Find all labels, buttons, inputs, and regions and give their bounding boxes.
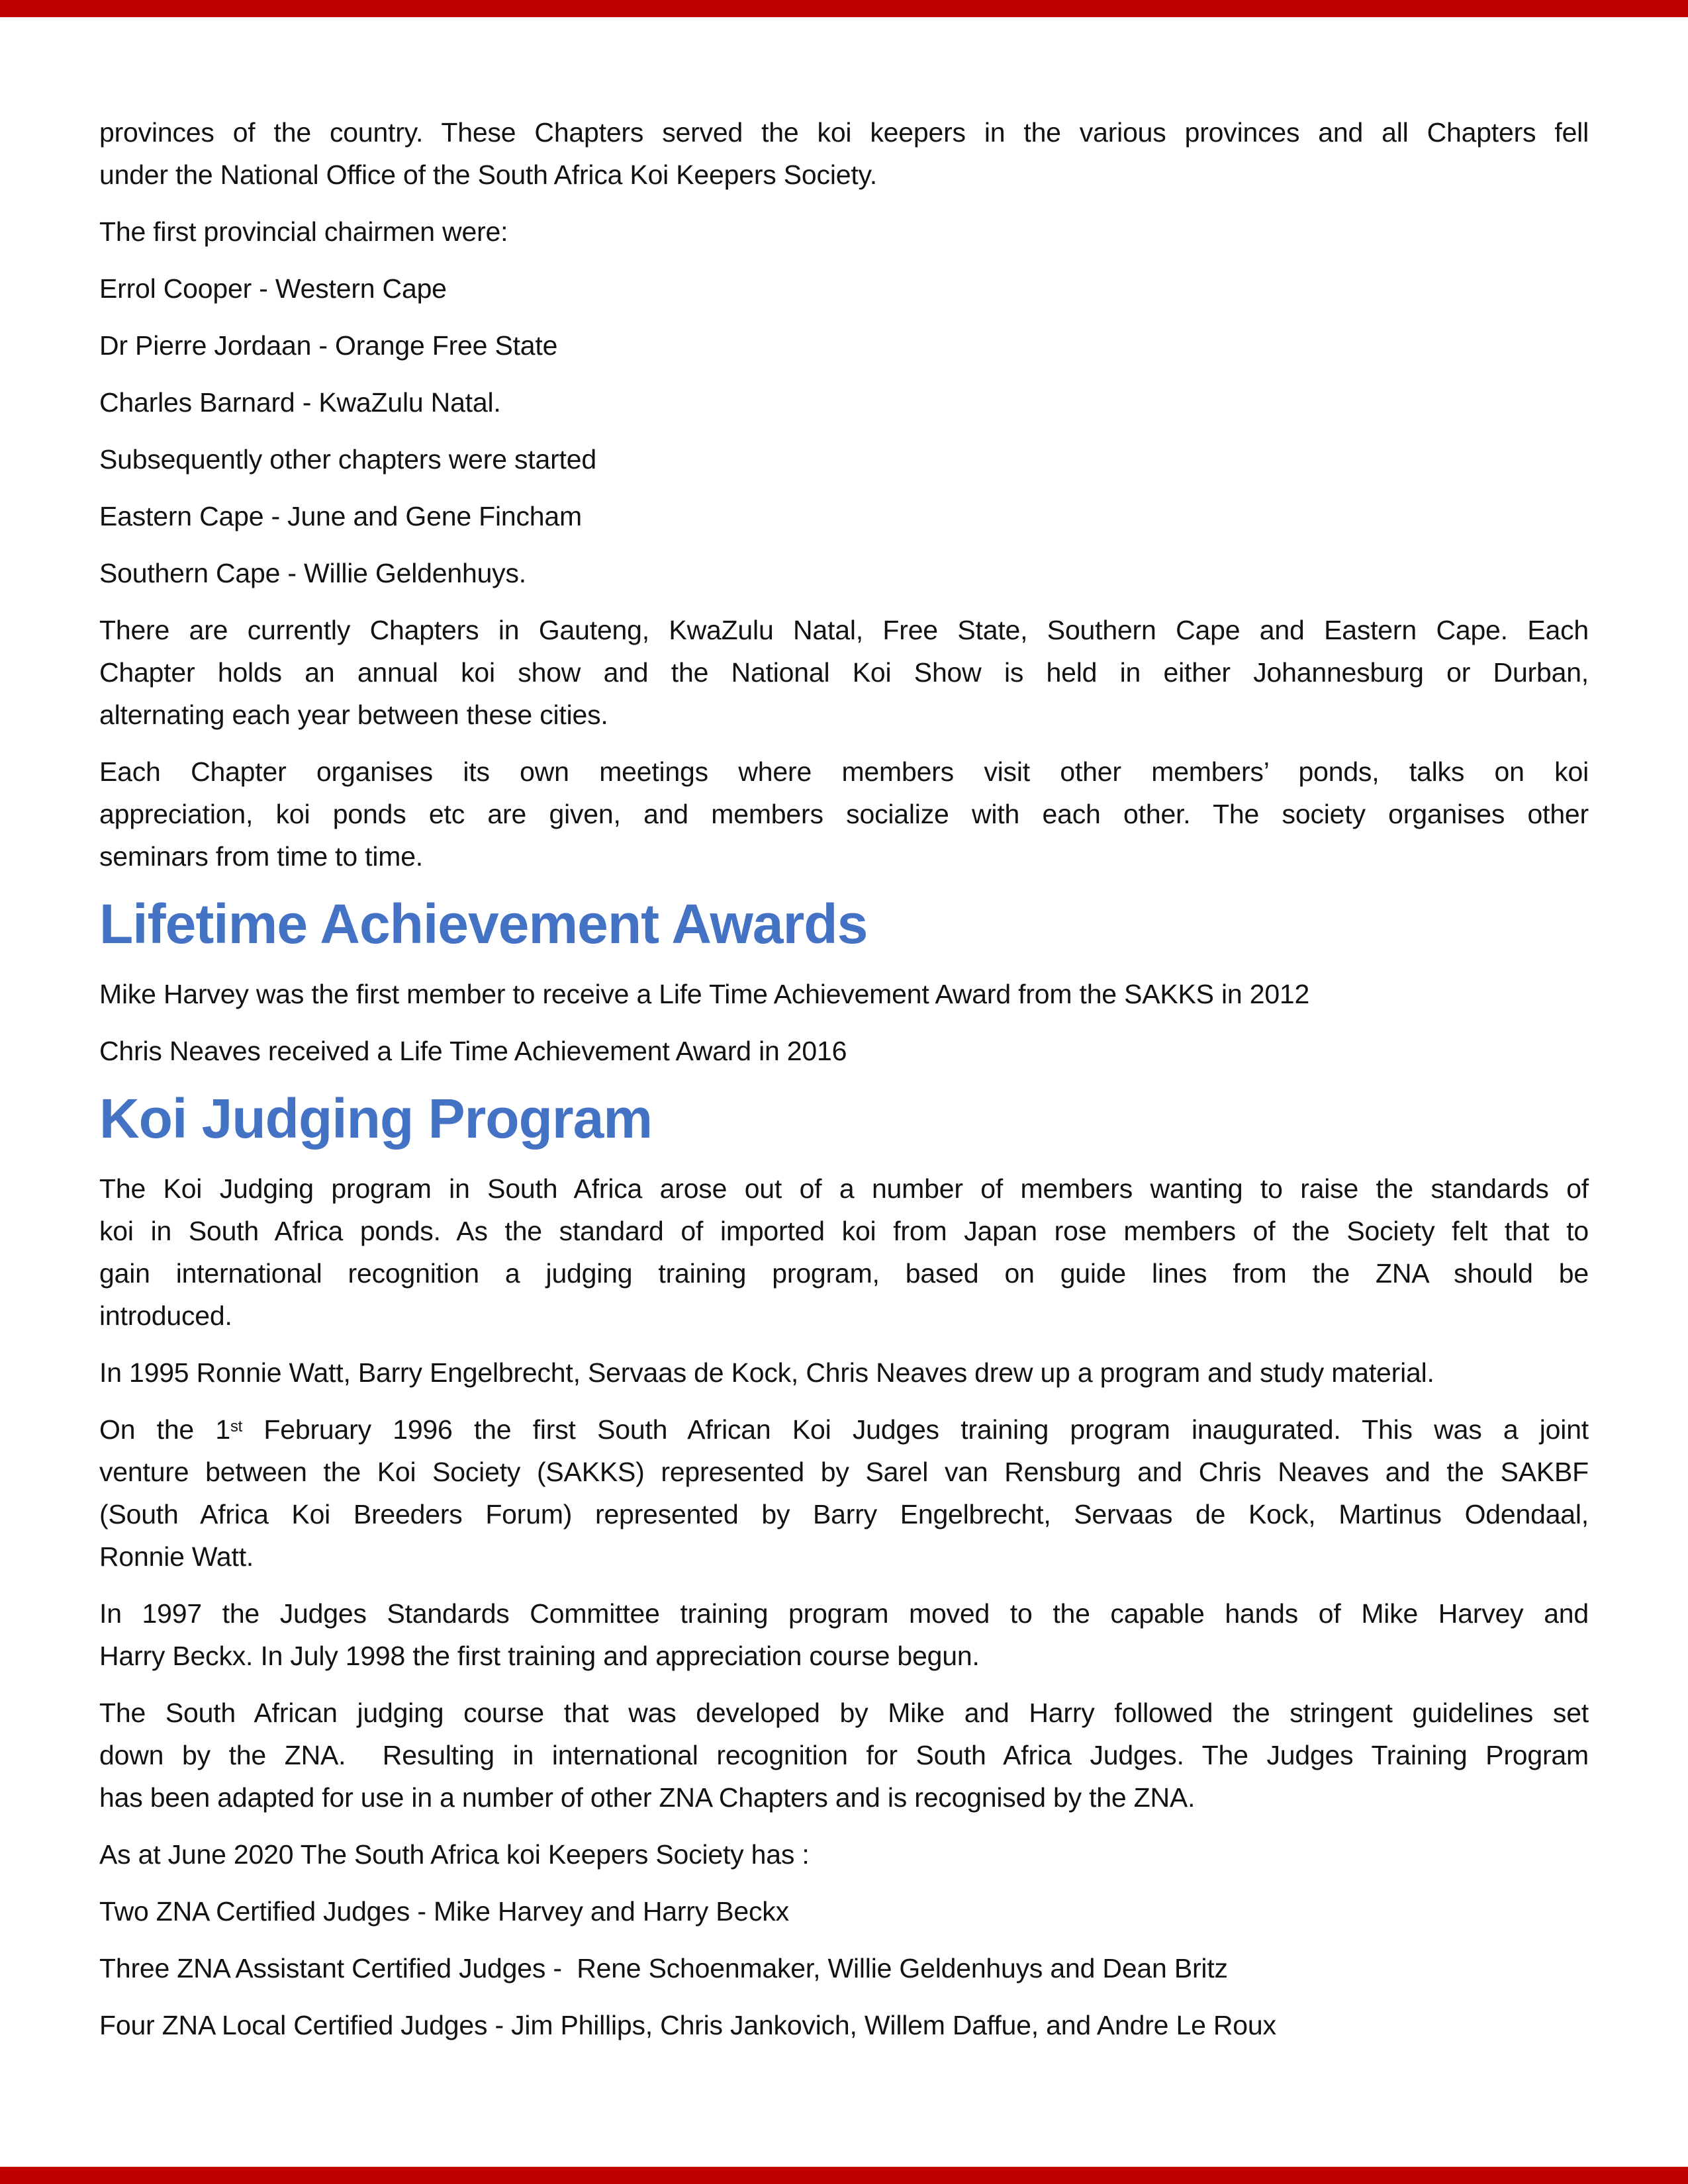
text-line: As at June 2020 The South Africa koi Keepers Society has : bbox=[99, 1839, 810, 1870]
text-line: The first provincial chairmen were: bbox=[99, 216, 508, 247]
paragraph bbox=[99, 609, 1589, 736]
text-line bbox=[99, 1408, 1589, 1451]
text-line: There are currently Chapters in Gauteng, KwaZulu Natal, Free State, Southern Cape and Eastern Cape. Each bbox=[99, 615, 1589, 645]
text-line: Southern Cape - Willie Geldenhuys. bbox=[99, 558, 526, 588]
text-line: The Koi Judging program in South Africa arose out of a number of members wanting to raise the standards of bbox=[99, 1173, 1589, 1204]
paragraph bbox=[99, 1947, 1589, 1989]
paragraph bbox=[99, 2004, 1589, 2046]
text-line: appreciation, koi ponds etc are given, and members socialize with each other. The society organises other bbox=[99, 799, 1589, 829]
paragraph bbox=[99, 1692, 1589, 1819]
paragraph bbox=[99, 751, 1589, 878]
paragraph bbox=[99, 1408, 1589, 1578]
paragraph bbox=[99, 1890, 1589, 1933]
paragraph bbox=[99, 324, 1589, 367]
text-line: Chris Neaves received a Life Time Achievement Award in 2016 bbox=[99, 1036, 847, 1066]
text-line: Each Chapter organises its own meetings where members visit other members’ ponds, talks on koi bbox=[99, 756, 1589, 787]
paragraph bbox=[99, 210, 1589, 253]
text-line: Eastern Cape - June and Gene Fincham bbox=[99, 501, 582, 531]
paragraph bbox=[99, 973, 1589, 1015]
text-line: seminars from time to time. bbox=[99, 841, 423, 872]
paragraph bbox=[99, 1592, 1589, 1677]
text-line: Two ZNA Certified Judges - Mike Harvey and Harry Beckx bbox=[99, 1896, 789, 1927]
text-line: Charles Barnard - KwaZulu Natal. bbox=[99, 387, 501, 418]
text-line: In 1997 the Judges Standards Committee training program moved to the capable hands of Mike Harvey and bbox=[99, 1598, 1589, 1629]
text-line: venture between the Koi Society (SAKKS) represented by Sarel van Rensburg and Chris Neaves and the SAKBF bbox=[99, 1457, 1589, 1487]
text-line: Harry Beckx. In July 1998 the first training and appreciation course begun. bbox=[99, 1641, 980, 1671]
page-bottom-red-bar bbox=[0, 2167, 1688, 2184]
paragraph bbox=[99, 552, 1589, 594]
paragraph bbox=[99, 1167, 1589, 1337]
paragraph bbox=[99, 1030, 1589, 1072]
ordinal-superscript: st bbox=[230, 1417, 243, 1435]
text-line: has been adapted for use in a number of other ZNA Chapters and is recognised by the ZNA. bbox=[99, 1782, 1196, 1813]
text-line: Mike Harvey was the first member to receive a Life Time Achievement Award from the SAKKS in 2012 bbox=[99, 979, 1310, 1009]
paragraph bbox=[99, 495, 1589, 537]
text-line: Subsequently other chapters were started bbox=[99, 444, 596, 475]
text-line: Ronnie Watt. bbox=[99, 1541, 254, 1572]
text-segment: February 1996 the first South African Koi Judges training program inaugurated. This was a joint bbox=[242, 1414, 1589, 1445]
text-line: Errol Cooper - Western Cape bbox=[99, 273, 447, 304]
paragraph bbox=[99, 381, 1589, 424]
text-line: gain international recognition a judging training program, based on guide lines from the ZNA should be bbox=[99, 1258, 1589, 1289]
text-line: In 1995 Ronnie Watt, Barry Engelbrecht, Servaas de Kock, Chris Neaves drew up a program and study material. bbox=[99, 1357, 1434, 1388]
text-line: provinces of the country. These Chapters served the koi keepers in the various provinces and all Chapters fell bbox=[99, 117, 1589, 148]
text-line: Chapter holds an annual koi show and the National Koi Show is held in either Johannesburg or Durban, bbox=[99, 657, 1589, 688]
text-line: Dr Pierre Jordaan - Orange Free State bbox=[99, 330, 558, 361]
page-top-red-bar bbox=[0, 0, 1688, 17]
text-line: down by the ZNA. Resulting in international recognition for South Africa Judges. The Judges Training Program bbox=[99, 1740, 1589, 1770]
text-line: Three ZNA Assistant Certified Judges - Rene Schoenmaker, Willie Geldenhuys and Dean Britz bbox=[99, 1953, 1228, 1983]
text-line: (South Africa Koi Breeders Forum) represented by Barry Engelbrecht, Servaas de Kock, Martinus Odendaal, bbox=[99, 1499, 1589, 1529]
text-line: introduced. bbox=[99, 1300, 232, 1331]
paragraph bbox=[99, 438, 1589, 480]
paragraph bbox=[99, 267, 1589, 310]
text-line: Four ZNA Local Certified Judges - Jim Phillips, Chris Jankovich, Willem Daffue, and Andre Le Roux bbox=[99, 2010, 1276, 2040]
document-body bbox=[99, 111, 1589, 2061]
heading-koi-judging-program: Koi Judging Program bbox=[99, 1087, 653, 1150]
text-line: The South African judging course that was developed by Mike and Harry followed the stringent guidelines set bbox=[99, 1698, 1589, 1728]
heading-lifetime-achievement-awards: Lifetime Achievement Awards bbox=[99, 893, 868, 955]
text-line: alternating each year between these cities. bbox=[99, 700, 608, 730]
paragraph bbox=[99, 1833, 1589, 1876]
paragraph bbox=[99, 1351, 1589, 1394]
text-line: koi in South Africa ponds. As the standard of imported koi from Japan rose members of the Society felt that to bbox=[99, 1216, 1589, 1246]
text-line: under the National Office of the South Africa Koi Keepers Society. bbox=[99, 159, 877, 190]
paragraph bbox=[99, 111, 1589, 196]
text-segment: On the 1 bbox=[99, 1414, 230, 1445]
